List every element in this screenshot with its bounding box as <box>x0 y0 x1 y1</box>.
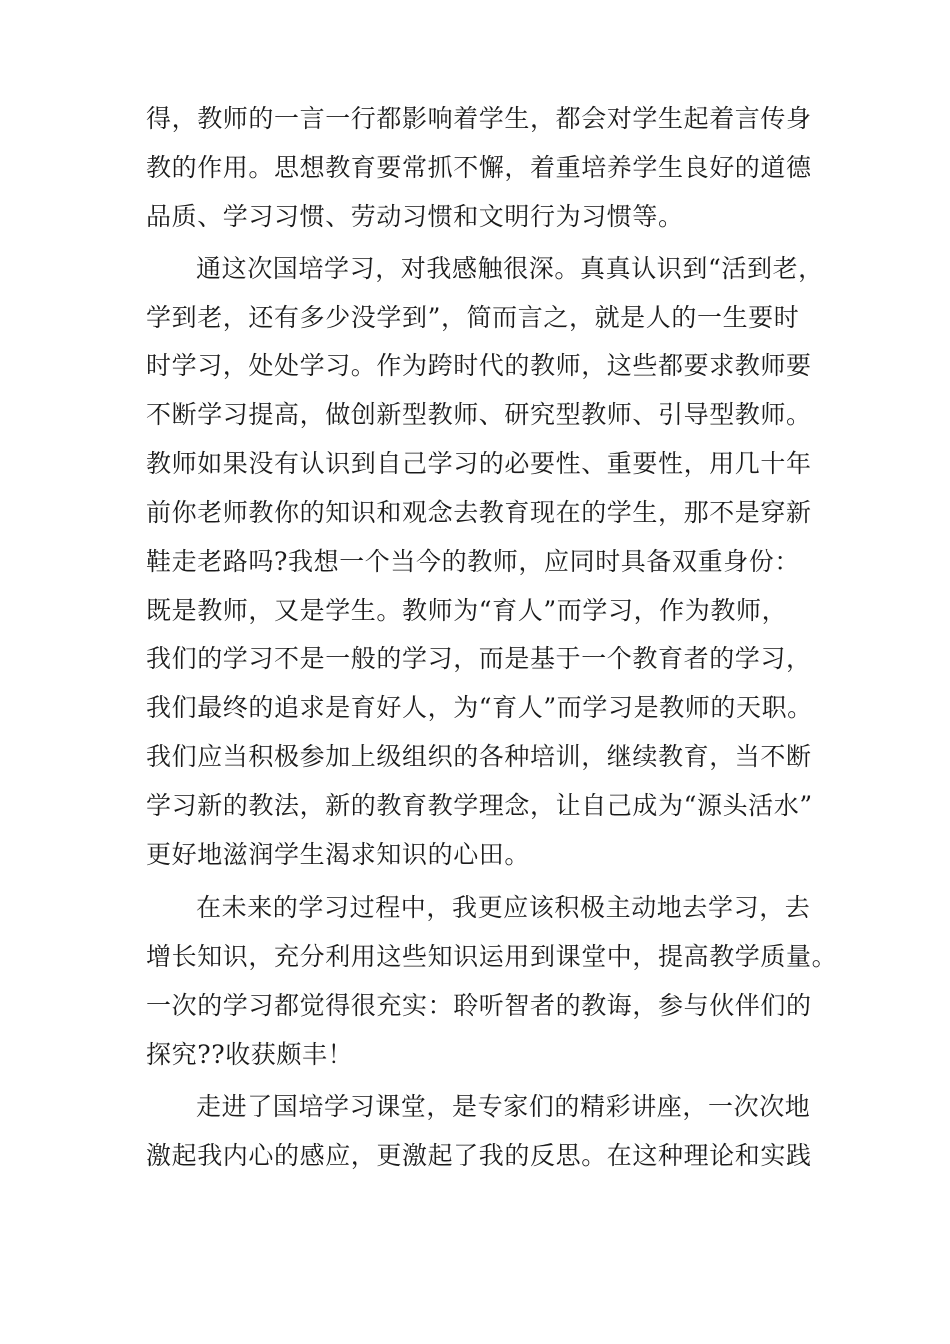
text-line: 增长知识，充分利用这些知识运用到课堂中，提高教学质量。 <box>146 942 838 971</box>
paragraph-first-line: 在未来的学习过程中，我更应该积极主动地去学习，去 <box>196 893 811 922</box>
text-line: 教师如果没有认识到自己学习的必要性、重要性，用几十年 <box>146 449 812 478</box>
text-line: 探究??收获颇丰！ <box>146 1040 354 1069</box>
text-line: 激起我内心的感应，更激起了我的反思。在这种理论和实践 <box>146 1141 812 1170</box>
text-line: 更好地滋润学生渴求知识的心田。 <box>146 840 531 869</box>
text-line: 教的作用。思想教育要常抓不懈，着重培养学生良好的道德 <box>146 153 812 182</box>
text-line: 我们最终的追求是育好人，为“育人”而学习是教师的天职。 <box>146 693 813 722</box>
text-line: 一次的学习都觉得很充实：聆听智者的教诲，参与伙伴们的 <box>146 991 812 1020</box>
text-line: 鞋走老路吗?我想一个当今的教师，应同时具备双重身份： <box>146 547 801 576</box>
text-line: 时学习，处处学习。作为跨时代的教师，这些都要求教师要 <box>146 351 812 380</box>
text-line: 前你老师教你的知识和观念去教育现在的学生，那不是穿新 <box>146 498 812 527</box>
text-line: 不断学习提高，做创新型教师、研究型教师、引导型教师。 <box>146 400 812 429</box>
text-line: 得，教师的一言一行都影响着学生，都会对学生起着言传身 <box>146 104 812 133</box>
text-line: 品质、学习习惯、劳动习惯和文明行为习惯等。 <box>146 202 684 231</box>
text-line: 既是教师，又是学生。教师为“育人”而学习，作为教师， <box>146 596 788 625</box>
paragraph-first-line: 通这次国培学习，对我感触很深。真真认识到“活到老， <box>196 254 824 283</box>
text-line: 学习新的教法，新的教育教学理念，让自己成为“源头活水” <box>146 791 813 820</box>
text-line: 我们应当积极参加上级组织的各种培训，继续教育，当不断 <box>146 742 812 771</box>
paragraph-first-line: 走进了国培学习课堂，是专家们的精彩讲座，一次次地 <box>196 1092 811 1121</box>
text-line: 学到老，还有多少没学到”，简而言之，就是人的一生要时 <box>146 303 800 332</box>
text-line: 我们的学习不是一般的学习，而是基于一个教育者的学习， <box>146 644 812 673</box>
